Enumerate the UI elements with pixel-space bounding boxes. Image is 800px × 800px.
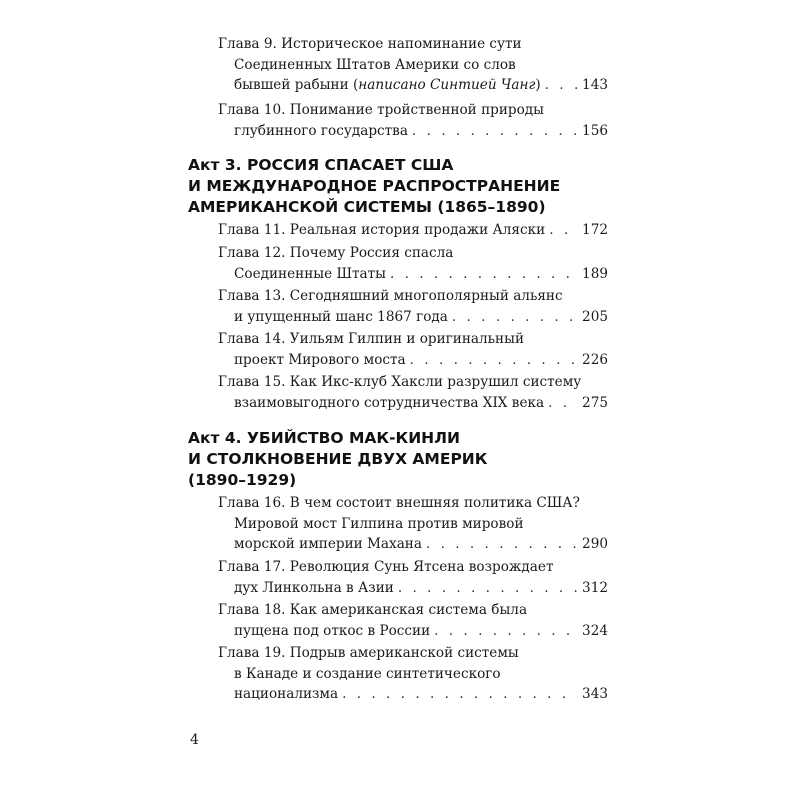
page-number: 290: [582, 536, 608, 552]
entry-text: и упущенный шанс 1867 года: [234, 308, 448, 325]
entry-author-note: написано Синтией Чанг: [358, 77, 536, 93]
toc-entry-chapter-12: [218, 243, 608, 284]
page-number: 226: [582, 351, 608, 368]
entry-text: Соединенные Штаты: [234, 265, 386, 282]
entry-text: Глава 11. Реальная история продажи Аляски: [218, 222, 546, 238]
entry-line: Глава 14. Уильям Гилпин и оригинальный: [218, 331, 524, 347]
page-number: 205: [582, 308, 608, 325]
toc-entry-chapter-19: [218, 643, 608, 705]
entry-line: Глава 13. Сегодняшний многополярный альянс: [218, 288, 563, 304]
entry-line: Глава 16. В чем состоит внешняя политика США?: [218, 495, 580, 511]
entry-line: Глава 17. Революция Сунь Ятсена возрождает: [218, 559, 554, 575]
entry-last-line: [218, 534, 608, 555]
entry-last-line: [218, 220, 608, 241]
entry-line: Соединенных Штатов Америки со слов: [234, 56, 516, 73]
toc-entry-chapter-17: [218, 557, 608, 598]
entry-line: Глава 18. Как американская система была: [218, 602, 528, 618]
dot-leader: [412, 121, 578, 142]
entry-text: взаимовыгодного сотрудничества XIX века: [234, 394, 545, 411]
entry-last-line: [218, 621, 608, 642]
entry-line: Глава 19. Подрыв американской системы: [218, 645, 519, 661]
toc-entry-chapter-14: [218, 329, 608, 370]
act-4-heading: Акт 4. УБИЙСТВО МАК-КИНЛИ И СТОЛКНОВЕНИЕ ДВУХ АМЕРИК (1890–1929): [188, 429, 488, 489]
entry-line: Мировой мост Гилпина против мировой: [234, 515, 524, 532]
page-number: 343: [582, 686, 608, 702]
dot-leader: [410, 350, 578, 371]
toc-entry-chapter-10: [218, 100, 608, 141]
entry-line: в Канаде и создание синтетического: [234, 665, 501, 682]
entry-text: национализма: [234, 686, 339, 702]
toc-entry-chapter-13: [218, 286, 608, 327]
entry-last-line: [218, 121, 608, 142]
entry-last-line: [218, 684, 608, 705]
toc-entry-chapter-16: [218, 493, 608, 555]
entry-last-line: [218, 264, 608, 285]
dot-leader: [549, 220, 578, 241]
toc-entry-chapter-9: [218, 34, 608, 96]
dot-leader: [342, 684, 578, 705]
page-number: 143: [582, 77, 608, 93]
page-number: 312: [582, 579, 608, 596]
entry-text: глубинного государства: [234, 122, 408, 139]
entry-text: дух Линкольна в Азии: [234, 579, 394, 596]
act-3-heading: Акт 3. РОССИЯ СПАСАЕТ США И МЕЖДУНАРОДНОЕ РАСПРОСТРАНЕНИЕ АМЕРИКАНСКОЙ СИСТЕМЫ (1865–1890): [188, 156, 561, 216]
dot-leader: [398, 578, 578, 599]
entry-last-line: [218, 578, 608, 599]
entry-line: Глава 15. Как Икс-клуб Хаксли разрушил систему: [218, 374, 582, 390]
entry-last-line: [218, 350, 608, 371]
entry-last-line: [218, 393, 608, 414]
toc-entry-chapter-15: [218, 372, 608, 413]
page-number: 156: [582, 122, 608, 139]
entry-line: Глава 10. Понимание тройственной природы: [218, 102, 544, 118]
page-number: 172: [582, 222, 608, 238]
entry-line: Глава 9. Историческое напоминание сути: [218, 36, 522, 52]
entry-text: проект Мирового моста: [234, 351, 406, 368]
dot-leader: [548, 393, 578, 414]
dot-leader: [426, 534, 578, 555]
dot-leader: [452, 307, 578, 328]
entry-text: бывшей рабыни (: [234, 77, 359, 93]
entry-last-line: [218, 75, 608, 96]
page-number: 275: [582, 394, 608, 411]
entry-line: Глава 12. Почему Россия спасла: [218, 245, 454, 261]
toc-entry-chapter-11: [218, 220, 608, 241]
dot-leader: [545, 75, 578, 96]
entry-text-close: ): [535, 77, 541, 93]
toc-entry-chapter-18: [218, 600, 608, 641]
dot-leader: [390, 264, 578, 285]
entry-last-line: [218, 307, 608, 328]
entry-text: морской империи Махана: [234, 536, 422, 552]
page-number: 324: [582, 622, 608, 639]
page-folio: 4: [190, 732, 199, 748]
dot-leader: [434, 621, 578, 642]
page-number: 189: [582, 265, 608, 282]
entry-text: пущена под откос в России: [234, 622, 431, 639]
